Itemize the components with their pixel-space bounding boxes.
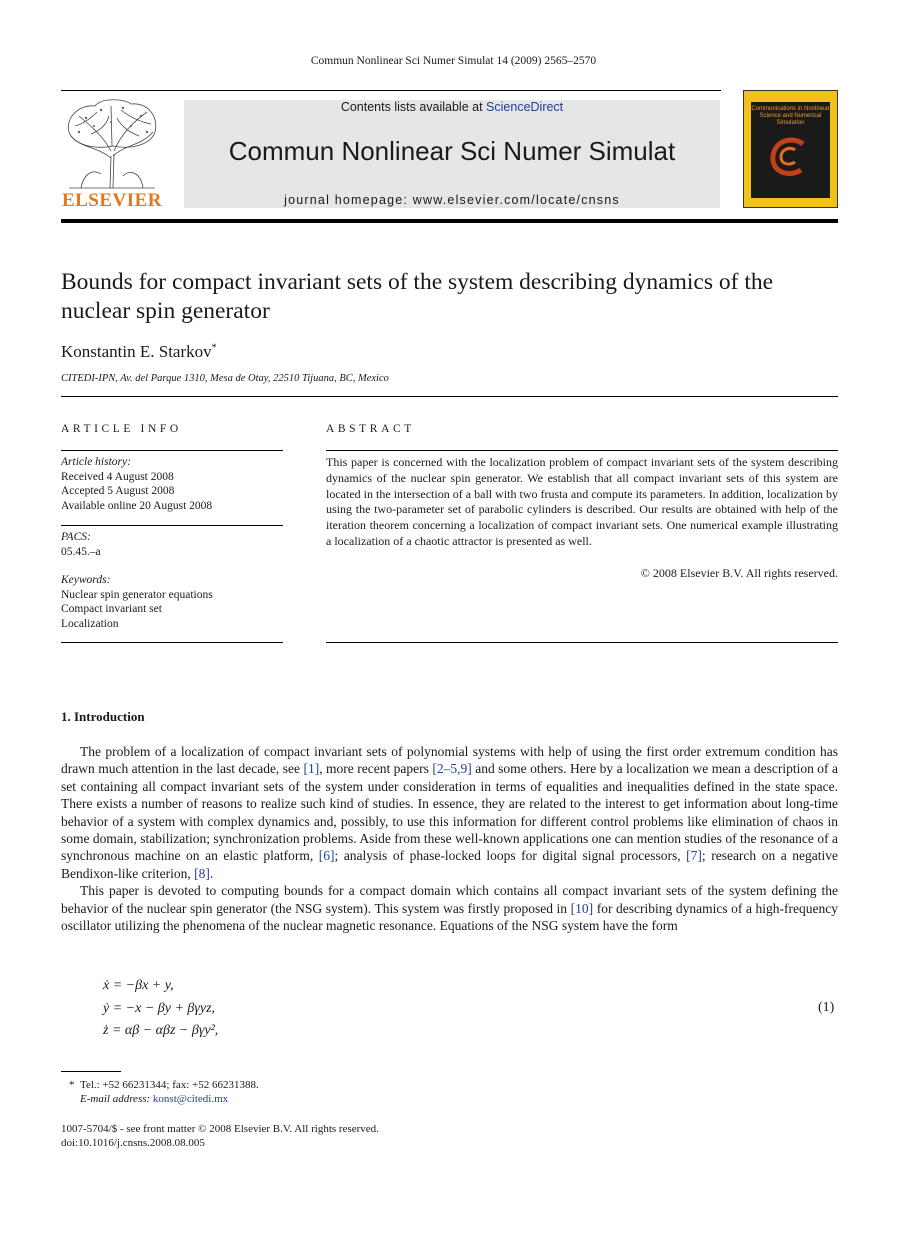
journal-homepage[interactable]: journal homepage: www.elsevier.com/locate/cnsns — [284, 193, 620, 207]
footnote-rule — [61, 1071, 121, 1072]
header-thick-rule — [61, 219, 838, 223]
citation-link[interactable]: [8] — [194, 865, 210, 881]
journal-cover-thumbnail[interactable] — [743, 90, 838, 208]
rule-article-info-mid — [61, 525, 283, 526]
intro-body — [61, 743, 838, 934]
article-title: Bounds for compact invariant sets of the system describing dynamics of the nuclear spin generator — [61, 269, 774, 324]
pacs-code: 05.45.–a — [61, 545, 101, 558]
rule-article-info-bottom — [61, 642, 283, 643]
article-history — [61, 455, 283, 513]
abstract-text: This paper is concerned with the localization problem of compact invariant sets of the system describing dynamics of the nuclear spin generator. We establish that all compact invariant sets of this system are located in the intersection of a ball with two frusta and compute its parameters. In addition, localization by using the two-parameter set of parabolic cylinders is described. Our results are obtained with help of the iteration theorem concerning a localization of compact invariant sets. One numerical example illustrating a localization of a chaotic attractor is presented as well. — [326, 455, 838, 548]
citation-link[interactable]: [1] — [303, 761, 320, 777]
citation-link[interactable]: [7] — [686, 848, 702, 864]
rule-article-info-top — [61, 450, 283, 451]
keyword: Compact invariant set — [61, 603, 162, 615]
equation-line-2: ẏ = −x − βy + βγyz, — [103, 1001, 216, 1016]
sciencedirect-link[interactable]: ScienceDirect — [486, 100, 564, 114]
author-name[interactable]: Konstantin E. Starkov — [61, 342, 212, 361]
journal-name: Commun Nonlinear Sci Numer Simulat — [228, 136, 676, 166]
top-rule — [61, 90, 721, 91]
keyword: Nuclear spin generator equations — [61, 588, 213, 601]
cover-artwork — [751, 102, 830, 198]
article-info-heading: ARTICLE INFO — [61, 423, 182, 435]
rule-abstract-bottom — [326, 642, 838, 643]
received-date: Received 4 August 2008 — [61, 470, 174, 483]
rule-below-affiliation — [61, 396, 838, 397]
contents-line — [184, 100, 720, 114]
running-head: Commun Nonlinear Sci Numer Simulat 14 (2009) 2565–2570 — [310, 55, 597, 67]
online-date: Available online 20 August 2008 — [61, 499, 213, 512]
citation-link[interactable]: [10] — [570, 900, 594, 916]
keywords-label: Keywords: — [61, 574, 111, 586]
rule-abstract-top — [326, 450, 838, 451]
cover-title: Communications in Nonlinear Science and Numerical Simulation — [751, 106, 830, 126]
equation-line-1: ẋ = −βx + y, — [103, 978, 174, 993]
keywords-block — [61, 573, 283, 631]
author-footnote-mark[interactable]: * — [211, 342, 217, 354]
abstract-heading: ABSTRACT — [326, 423, 415, 435]
keyword: Localization — [61, 617, 119, 630]
accepted-date: Accepted 5 August 2008 — [61, 485, 175, 497]
abstract-copyright: © 2008 Elsevier B.V. All rights reserved. — [640, 566, 838, 580]
doi-line[interactable]: doi:10.1016/j.cnsns.2008.08.005 — [61, 1137, 205, 1149]
author-affiliation: CITEDI-IPN, Av. del Parque 1310, Mesa de Otay, 22510 Tijuana, BC, Mexico — [61, 373, 389, 384]
citation-link[interactable]: [6] — [318, 848, 335, 864]
imprint-line: 1007-5704/$ - see front matter © 2008 Elsevier B.V. All rights reserved. — [61, 1123, 379, 1135]
elsevier-wordmark: ELSEVIER — [61, 190, 163, 211]
equation-number: (1) — [818, 1000, 835, 1015]
footnote-tel: Tel.: +52 66231344; fax: +52 66231388. — [80, 1079, 259, 1091]
footnote-mark: * — [69, 1079, 75, 1091]
footnote-email — [80, 1092, 228, 1106]
citation-link[interactable]: [2–5,9] — [432, 761, 472, 777]
email-link[interactable]: konst@citedi.mx — [152, 1093, 229, 1105]
intro-paragraph-2: This paper is devoted to computing bounds for a compact domain which contains all compact invariant sets of the system defining the behavior of the nuclear spin generator (the NSG system). This system was firstly proposed in [10] for describing dynamics of a high-frequency oscillator utilizing the phenomena of the nuclear magnetic resonance. Equations of the NSG system have the form — [61, 883, 838, 934]
pacs-block — [61, 530, 283, 559]
author — [61, 342, 217, 362]
email-label: E-mail address: — [80, 1093, 151, 1105]
history-label: Article history: — [61, 456, 131, 468]
intro-paragraph-1: The problem of a localization of compact invariant sets of polynomial systems with help of using the first order extremum condition has drawn much attention in the last decade, see [1], more recent papers [2–5,9] and some others. Here by a localization we mean a description of a set containing all compact invariant sets of the system under consideration in terms of equalities and inequalities defined in the state space. There exists a number of reasons to realize such kind of studies. In essence, they are related to the interest to get information about long-time behavior of a system with complex dynamics and, possibly, to use this information for different control problems like elimination of chaos in some domain, stabilization; synchronization problems. Aside from these well-known applications one can mention studies of the resonance of a synchronous machine on an elastic platform, [6]; analysis of phase-locked loops for digital signal processors, [7]; research on a negative Bendixon-like criterion, [8]. — [61, 744, 838, 881]
pacs-label: PACS: — [61, 531, 91, 543]
cover-spiral-icon — [765, 132, 815, 182]
section-heading-introduction: 1. Introduction — [61, 709, 145, 724]
equation-line-3: ż = αβ − αβz − βγy², — [103, 1023, 219, 1038]
contents-prefix: Contents lists available at — [340, 100, 483, 114]
